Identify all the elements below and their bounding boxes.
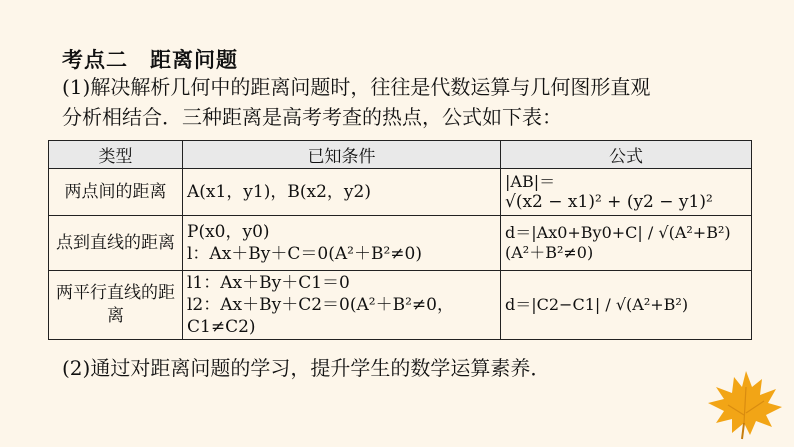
formula-cell [501,169,752,216]
table-row [49,271,752,340]
closing-paragraph: (2)通过对距离问题的学习，提升学生的数学运算素养． [62,356,551,380]
header-condition: 已知条件 [183,141,501,169]
section-heading: 考点二 距离问题 [62,48,238,72]
table-header-row [49,141,752,169]
type-cell: 点到直线的距离 [49,216,183,271]
condition-line: P(x0，y0) [187,222,270,242]
formula-cell [501,271,752,340]
table-row [49,216,752,271]
condition-line: l1：Ax＋By＋C1＝0 [187,273,350,293]
formula-line: (A²＋B²≠0) [505,243,594,262]
condition-line: C1≠C2) [187,317,256,337]
condition-cell [183,271,501,340]
condition-cell [183,216,501,271]
formula-line: |AB|＝ [505,172,556,191]
formula-cell [501,216,752,271]
intro-line-2: 分析相结合．三种距离是高考考查的热点，公式如下表： [62,105,562,129]
formula-line: d＝|Ax0+By0+C| / √(A²+B²) [505,223,731,242]
table-row [49,169,752,216]
intro-paragraph [62,72,650,132]
formula-line: d＝|C2−C1| / √(A²+B²) [505,295,689,314]
condition-line: A(x1，y1)，B(x2，y2) [187,182,371,202]
distance-formula-table [48,140,752,340]
maple-leaf-icon [702,369,784,441]
formula-line: √(x2 − x1)² + (y2 − y1)² [505,192,713,212]
type-cell: 两点间的距离 [49,169,183,216]
header-formula: 公式 [501,141,752,169]
condition-line: l2：Ax＋By＋C2＝0(A²＋B²≠0， [187,295,454,315]
intro-line-1: (1)解决解析几何中的距离问题时，往往是代数运算与几何图形直观 [62,75,651,99]
condition-cell [183,169,501,216]
condition-line: l：Ax＋By＋C＝0(A²＋B²≠0) [187,244,422,264]
type-cell: 两平行直线的距离 [49,271,183,340]
header-type: 类型 [49,141,183,169]
